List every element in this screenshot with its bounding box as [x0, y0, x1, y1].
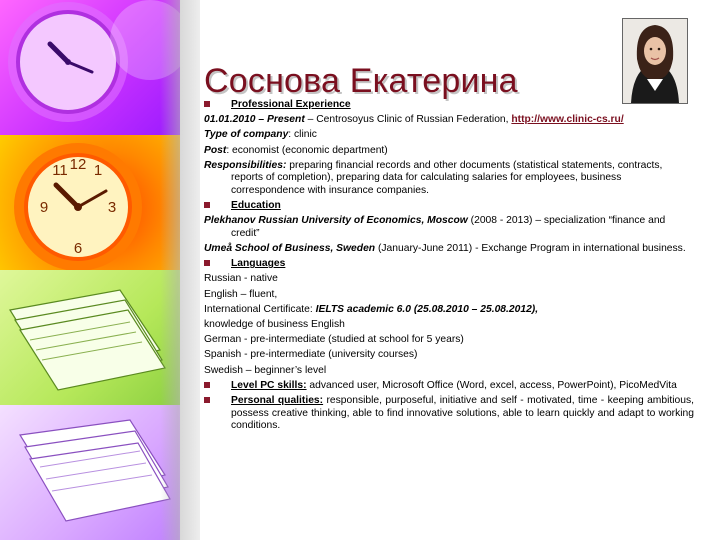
post-label: Post — [204, 144, 227, 156]
papers-icon — [0, 270, 180, 405]
decorative-strip — [0, 0, 180, 540]
dates-label: 01.01.2010 – Present — [204, 114, 305, 126]
edu2-label: Umeå School of Business, Sweden — [204, 243, 376, 255]
lilac-papers-tile — [0, 405, 180, 540]
orange-clock-tile — [0, 135, 180, 270]
pc-skills-row — [204, 380, 694, 393]
experience-dates — [204, 114, 694, 127]
experience-heading: Professional Experience — [231, 99, 351, 110]
pc-label: Level PC skills: — [231, 379, 307, 391]
personal-qualities-row — [204, 395, 694, 433]
lang-certificate — [204, 304, 694, 317]
bullet-icon — [204, 397, 210, 403]
clock-icon — [0, 135, 180, 270]
purple-clock-tile — [0, 0, 180, 135]
type-label: Type of company — [204, 129, 289, 141]
page-title: Соснова Екатерина — [204, 62, 518, 100]
bullet-icon — [204, 260, 210, 266]
bullet-icon — [204, 202, 210, 208]
languages-heading: Languages — [231, 258, 286, 270]
education-item-1 — [204, 215, 694, 240]
lang-english: English – fluent, — [204, 288, 278, 300]
bullet-icon — [204, 101, 210, 107]
resp-label: Responsibilities: — [204, 159, 287, 171]
cert-prefix: International Certificate: — [204, 303, 316, 315]
personal-qualities — [231, 395, 694, 433]
svg-text:3: 3 — [107, 199, 117, 216]
resp-text: preparing financial records and other documents (statistical statements, contracts, reports of completion), preparing data for calculating salaries for employees, business correspondence with insurance companies. — [231, 159, 663, 196]
company-link[interactable]: http://www.clinic-cs.ru/ — [511, 114, 624, 126]
lang-spanish: Spanish - pre-intermediate (university courses) — [204, 349, 418, 361]
portrait-icon — [623, 19, 687, 103]
green-papers-tile — [0, 270, 180, 405]
education-heading-row — [204, 200, 694, 213]
lang-business: knowledge of business English — [204, 319, 345, 331]
company-type — [204, 129, 694, 142]
svg-text:12: 12 — [69, 156, 87, 173]
edu1-text: (2008 - 2013) – specialization “finance and credit” — [231, 215, 666, 239]
education-heading: Education — [231, 200, 281, 212]
education-item-2 — [204, 243, 694, 256]
svg-text:1: 1 — [93, 162, 103, 179]
personal-label: Personal qualities: — [231, 394, 324, 406]
profile-photo — [622, 18, 688, 104]
pc-skills — [231, 380, 694, 393]
strip-shadow — [160, 0, 200, 540]
post — [204, 145, 694, 158]
edu1-label: Plekhanov Russian University of Economics, Moscow — [204, 215, 468, 227]
svg-text:6: 6 — [73, 240, 83, 257]
cert-value: IELTS academic 6.0 (25.08.2010 – 25.08.2012), — [315, 303, 539, 315]
experience-heading-row — [204, 99, 694, 112]
type-text: : clinic — [288, 129, 317, 141]
lang-russian: Russian - native — [204, 273, 278, 285]
edu2-text: (January-June 2011) - Exchange Program in international business. — [375, 243, 686, 255]
clock-icon — [0, 0, 180, 135]
post-text: : economist (economic department) — [226, 144, 388, 156]
bullet-icon — [204, 382, 210, 388]
pc-text: advanced user, Microsoft Office (Word, excel, access, PowerPoint), PicoMedVita — [306, 379, 677, 391]
personal-text: responsible, purposeful, initiative and self - motivated, time - keeping ambitious, possess creative thinking, able to find innovative solutions, able to learn quickly and adapt to working conditions. — [231, 394, 695, 432]
languages-heading-row — [204, 258, 694, 271]
resume-content — [204, 99, 694, 435]
svg-text:9: 9 — [39, 199, 49, 216]
responsibilities — [204, 160, 694, 198]
svg-text:11: 11 — [52, 162, 68, 179]
papers-icon — [0, 405, 180, 540]
dates-text: – Centrosoyus Clinic of Russian Federation, — [304, 114, 512, 126]
lang-swedish: Swedish – beginner’s level — [204, 364, 327, 376]
lang-german: German - pre-intermediate (studied at school for 5 years) — [204, 334, 464, 346]
